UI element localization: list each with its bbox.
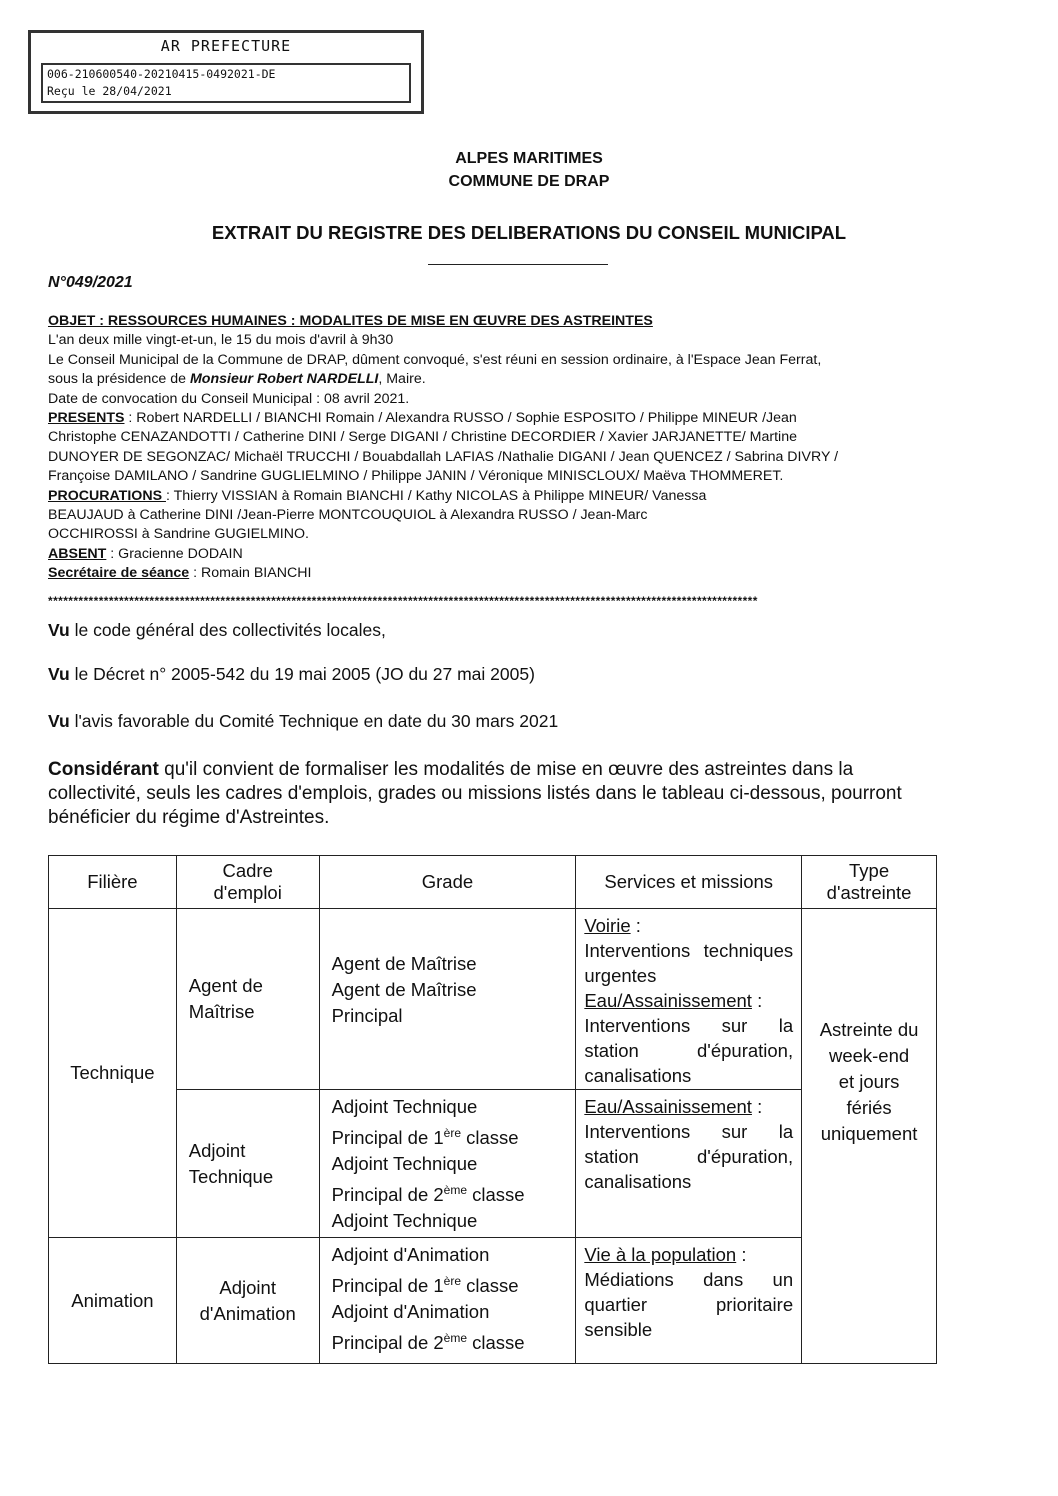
type-line: week-end — [828, 1044, 910, 1066]
cadre-line: d'Animation — [199, 1302, 296, 1324]
stamp-reference-box — [41, 63, 411, 103]
procurations-line-2: BEAUJAUD à Catherine DINI /Jean-Pierre MONTCOUQUIOL à Alexandra RUSSO / Jean-Marc — [48, 507, 648, 524]
stamp-reference: 006-210600540-20210415-0492021-DE — [47, 67, 276, 81]
grade-line — [332, 1268, 575, 1299]
type-line: fériés — [846, 1096, 892, 1118]
session-line-1: Le Conseil Municipal de la Commune de DRAP, dûment convoqué, s'est réuni en session ordinaire, à l'Espace Jean Ferrat, — [48, 351, 822, 368]
header-type-line: d'astreinte — [826, 882, 912, 903]
grade-sup: ère — [443, 1274, 462, 1288]
absent-name: : Gracienne DODAIN — [106, 545, 243, 562]
grade-sup: ème — [443, 1183, 468, 1198]
voirie-label: Voirie — [584, 915, 631, 936]
prefecture-stamp — [28, 30, 424, 114]
procurations-line-1 — [48, 487, 978, 506]
type-line: et jours — [838, 1070, 900, 1092]
absent-label: ABSENT — [48, 545, 107, 562]
procurations-text-1: : Thierry VISSIAN à Romain BIANCHI / Kathy NICOLAS à Philippe MINEUR/ Vanessa — [165, 487, 707, 504]
grade-maitrise — [319, 909, 576, 1090]
grade-text: classe — [461, 1127, 519, 1149]
presents-line-1 — [48, 409, 978, 428]
considerant-paragraph — [48, 758, 938, 830]
presents-line-4: Françoise DAMILANO / Sandrine GUGLIELMINO / Philippe JANIN / Véronique MINISCLOUX/ Maëva THOMMERET. — [48, 468, 784, 485]
grade-line: Adjoint Technique — [331, 1153, 478, 1175]
presents-line-3: DUNOYER DE SEGONZAC/ Michaël TRUCCHI / Bouabdallah LAFIAS /Nathalie DIGANI / Jean QUENCEZ / Sabrina DIVRY / — [48, 448, 839, 465]
header-grade: Grade — [319, 856, 576, 909]
cadre-adjoint-technique — [176, 1090, 319, 1238]
header-cadre-line: d'emploi — [213, 882, 282, 903]
colon: : — [751, 990, 763, 1011]
type-astreinte — [802, 909, 937, 1364]
table-header-row — [49, 856, 937, 909]
grade-text: classe — [461, 1275, 519, 1297]
session-line-2 — [48, 370, 978, 389]
grade-line — [332, 1120, 575, 1151]
vu-label: Vu — [48, 711, 70, 731]
colon: : — [751, 1096, 763, 1117]
commune-heading: COMMUNE DE DRAP — [448, 173, 610, 190]
vu-text: l'avis favorable du Comité Technique en date du 30 mars 2021 — [69, 711, 559, 731]
vie-text: Médiations dans un quartier prioritaire sensible — [584, 1269, 794, 1340]
colon: : — [630, 915, 641, 936]
eau-text: Interventions sur la station d'épuration, canalisations — [584, 1121, 794, 1192]
table-row — [49, 909, 937, 1090]
grade-text: Principal de 1 — [331, 1127, 444, 1149]
header-services: Services et missions — [576, 856, 802, 909]
astreintes-table — [48, 855, 937, 1364]
grade-text: Principal de 1 — [331, 1275, 444, 1297]
vu-line-2 — [48, 664, 535, 685]
header-filiere: Filière — [49, 856, 177, 909]
cadre-line: Maîtrise — [188, 1001, 255, 1022]
grade-line: Adjoint Technique — [331, 1210, 478, 1232]
type-line: uniquement — [820, 1122, 918, 1144]
session-date: L'an deux mille vingt-et-un, le 15 du mois d'avril à 9h30 — [48, 332, 394, 349]
grade-text: classe — [467, 1184, 525, 1206]
cadre-line: Agent de — [188, 975, 263, 996]
grade-line: Adjoint d'Animation — [331, 1301, 490, 1323]
absent-line — [48, 545, 978, 564]
filiere-animation: Animation — [49, 1238, 177, 1364]
presents-text-1: : Robert NARDELLI / BIANCHI Romain / Alexandra RUSSO / Sophie ESPOSITO / Philippe MINEUR /Jean — [124, 410, 797, 427]
vu-text: le code général des collectivités locales, — [69, 620, 386, 640]
eau-label: Eau/Assainissement — [584, 990, 752, 1011]
considerant-label: Considérant — [48, 759, 159, 780]
cadre-line: Adjoint — [188, 1139, 246, 1161]
cadre-line: Technique — [188, 1165, 274, 1187]
vu-label: Vu — [48, 664, 70, 684]
stamp-received-date: Reçu le 28/04/2021 — [47, 84, 172, 98]
grade-technique — [319, 1090, 576, 1238]
department-heading: ALPES MARITIMES — [455, 150, 603, 167]
header-cadre — [176, 856, 319, 909]
cadre-line: Adjoint — [219, 1276, 276, 1298]
grade-line: Adjoint Technique — [331, 1096, 478, 1117]
objet-line: OBJET : RESSOURCES HUMAINES : MODALITES DE MISE EN ŒUVRE DES ASTREINTES — [48, 313, 653, 329]
vu-label: Vu — [48, 620, 70, 640]
vu-line-3 — [48, 711, 558, 732]
title-divider — [428, 264, 608, 265]
grade-line: Agent de Maîtrise — [331, 952, 477, 974]
services-animation — [576, 1238, 802, 1364]
eau-label: Eau/Assainissement — [584, 1096, 752, 1117]
services-technique — [576, 1090, 802, 1238]
presents-label: PRESENTS — [48, 410, 125, 427]
grade-line: Principal — [331, 1004, 403, 1026]
eau-text: Interventions sur la station d'épuration, canalisations — [584, 1015, 794, 1086]
grade-line: Agent de Maîtrise — [331, 978, 477, 1000]
presents-line-2: Christophe CENAZANDOTTI / Catherine DINI / Serge DIGANI / Christine DECORDIER / Xavier JARJANETTE/ Martine — [48, 429, 797, 446]
cadre-adjoint-animation — [176, 1238, 319, 1364]
colon: : — [736, 1244, 747, 1265]
vie-label: Vie à la population — [584, 1244, 737, 1265]
filiere-technique: Technique — [49, 909, 177, 1238]
vu-text: le Décret n° 2005-542 du 19 mai 2005 (JO du 27 mai 2005) — [69, 664, 535, 684]
grade-line — [332, 1325, 575, 1356]
vu-line-1 — [48, 620, 386, 641]
procurations-line-3: OCCHIROSSI à Sandrine GUGIELMINO. — [48, 526, 309, 543]
separator-stars: ******************************************************************************************************************************************** — [48, 594, 758, 608]
grade-text: classe — [467, 1332, 525, 1354]
secretaire-line — [48, 564, 978, 583]
services-maitrise — [576, 909, 802, 1090]
grade-line: Adjoint d'Animation — [331, 1244, 490, 1265]
president-name: Monsieur Robert NARDELLI — [189, 371, 379, 388]
grade-line — [332, 1177, 575, 1208]
deliberation-number: N°049/2021 — [48, 274, 133, 291]
secretaire-label: Secrétaire de séance — [48, 565, 190, 582]
session-text: sous la présidence de — [48, 371, 190, 388]
header-type — [802, 856, 937, 909]
header-type-line: Type — [849, 860, 890, 881]
header-cadre-line: Cadre — [222, 860, 273, 881]
grade-text: Principal de 2 — [331, 1332, 444, 1354]
secretaire-name: : Romain BIANCHI — [189, 565, 312, 582]
convocation-date: Date de convocation du Conseil Municipal : 08 avril 2021. — [48, 390, 410, 407]
grade-animation — [319, 1238, 576, 1364]
stamp-title: AR PREFECTURE — [160, 37, 292, 55]
grade-text: Principal de 2 — [331, 1184, 444, 1206]
grade-sup: ère — [443, 1126, 462, 1140]
considerant-text: qu'il convient de formaliser les modalités de mise en œuvre des astreintes dans la collectivité, seuls les cadres d'emplois, grades ou missions listés dans le tableau ci-dessous, pourront bénéficier du régime d'Astreintes. — [48, 759, 902, 828]
type-line: Astreinte du — [819, 1018, 919, 1040]
procurations-label: PROCURATIONS — [48, 487, 166, 504]
grade-sup: ème — [443, 1331, 468, 1346]
cadre-agent-maitrise — [176, 909, 319, 1090]
session-details — [48, 312, 978, 584]
voirie-text: Interventions techniques urgentes — [584, 940, 794, 986]
session-text-end: , Maire. — [378, 371, 426, 388]
document-title: EXTRAIT DU REGISTRE DES DELIBERATIONS DU CONSEIL MUNICIPAL — [211, 222, 847, 243]
